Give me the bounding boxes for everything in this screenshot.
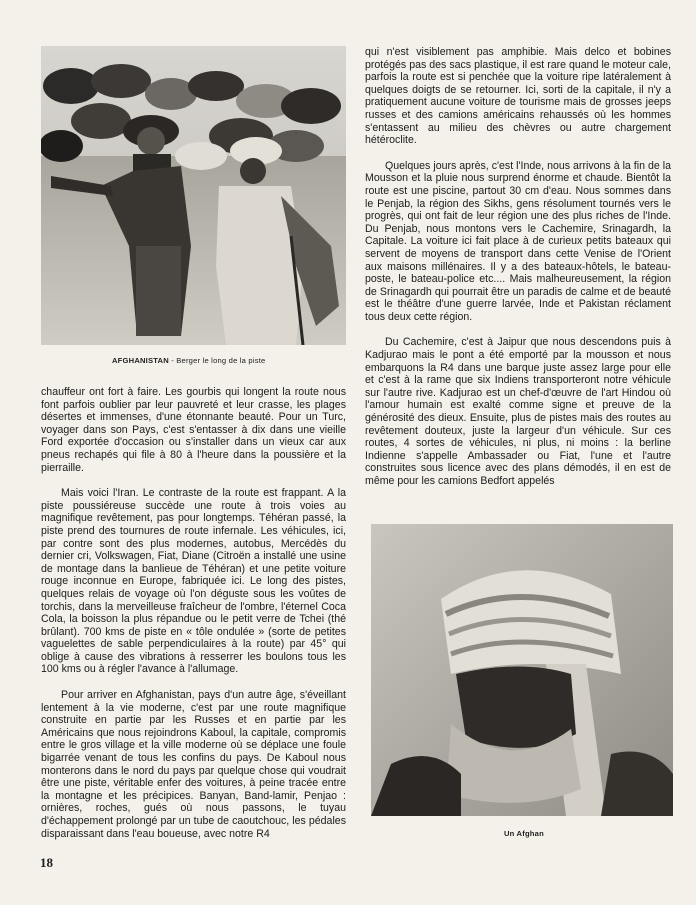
afghan-photo-caption: Un Afghan (504, 829, 544, 838)
shepherd-photo-caption (112, 356, 352, 365)
paragraph: qui n'est visiblement pas amphibie. Mais delco et bobines protégés pas des sacs plastique, il est rare quand le moteur cale, parfois la route est si penchée que la voiture ripe latéralement à quelques doigts de se retourner. Ici, sorti de la capitale, il n'y a pratiquement aucune voiture de tourisme mais de grosses jeeps russes et des camions américains rehaussés où les hommes s'entassent au milieu des chèvres ou autre chargement hétéroclite. (365, 46, 671, 147)
paragraph: Du Cachemire, c'est à Jaipur que nous descendons puis à Kadjurao mais le pont a été emporté par la mousson et nous embarquons la R4 dans une barque juste assez large pour elle et c'est à la rame que six Indiens transporteront notre véhicule sur l'autre rive. Kadjurao est un chef-d'œuvre de l'art Hindou où l'amour humain est exalté comme signe et preuve de la générosité des dieux. Ensuite, plus de pistes mais des routes au revêtement douteux, juste la largeur d'un véhicule. Sur ces routes, 4 sortes de véhicules, ni plus, ni moins : la berline Indienne s'appelle Ambassader ou Fiat, l'une et l'autre construites sous licence avec des plans démodés, il en est de même pour les camions Bedfort appelés (365, 336, 671, 487)
shepherd-photo (41, 46, 346, 345)
paragraph: Mais voici l'Iran. Le contraste de la route est frappant. A la piste poussiéreuse succède une route à trois voies au magnifique revêtement, pas pour longtemps. Téhéran passé, la piste prend des tournures de route infernale. Les véhicules, ici, par contre sont des plus modernes, autobus, Mercédès du dernier cri, Volkswagen, Fiat, Diane (Citroën a installé une usine de montage dans la banlieue de Téhéran) et une petite voiture rouge inconnue en Europe, fabriquée ici. Le long des pistes, quelques relais de voyage où l'on déguste sous les voûtes de torchis, dans la merveilleuse fraîcheur de l'ombre, l'éternel Coca Cola, la boisson la plus répandue ou le petit verre de Tchei (thé brûlant). 700 kms de piste en « tôle ondulée » (sorte de petites vaguelettes de sable perpendiculaires à la route) par 45° qui oblige à cause des vibrations à resserrer les boulons tous les 100 kms ou à régler l'avance à l'allumage. (41, 487, 346, 676)
paragraph: chauffeur ont fort à faire. Les gourbis qui longent la route nous font parfois oublier par leur pauvreté et leur crasse, les plages désertes et immenses, d'une étonnante beauté. Pour un Turc, voyager dans son Pays, c'est s'entasser à dix dans une vieille Ford exportée d'occasion ou s'installer dans un vieux car aux pneus rechapés qui file à 80 à l'heure dans la poussière et la pierraille. (41, 386, 346, 474)
left-column-text (41, 386, 346, 853)
paragraph: Pour arriver en Afghanistan, pays d'un autre âge, s'éveillant lentement à la vie moderne, c'est par une route magnifique construite en partie par les Russes et en partie par les Américains que nous rejoindrons Kaboul, la capitale, compromis entre le gros village et la ville moderne où se déplace une foule bigarrée venant de tous les confins du pays. De Kaboul nous monterons dans le nord du pays par quelque chose qui voudrait être une piste, véritable enfer des voitures, à peine tracée entre la montagne et les précipices. Banyan, Band-lamir, Penjao : ornières, roches, gués où nous passons, le tuyau d'échappement prolongé par un tube de caoutchouc, les pédales disparaissant dans l'eau boueuse, avec notre R4 (41, 689, 346, 840)
caption-country: AFGHANISTAN (112, 356, 169, 365)
right-column-text (365, 46, 671, 501)
page-number: 18 (40, 855, 53, 870)
paragraph: Quelques jours après, c'est l'Inde, nous arrivons à la fin de la Mousson et la pluie nous surprend énorme et chaude. Bientôt la route est une piscine, partout 30 cm d'eau. Nous sommes dans le Penjab, la région des Sikhs, gens résolument tournés vers le progrès, qui ont fait de leur région une des plus riches de l'Inde. Du Penjab, nous montons vers le Cachemire, Srinagardh, la Capitale. La voiture ici fait place à de curieux petits bateaux qui servent de moyens de transport dans cette Venise de l'Orient aux maisons millénaires. Il y a des bateaux-hôtels, le bateau-poste, le bateau-police etc.... Mais malheureusement, la région de Srinagardh qui pourrait être un paradis de calme et de beauté est le théâtre d'une guerre larvée, Inde et Pakistan réclament tous deux cette région. (365, 159, 671, 323)
caption-text: - Berger le long de la piste (168, 356, 266, 365)
afghan-portrait-photo (371, 524, 673, 816)
